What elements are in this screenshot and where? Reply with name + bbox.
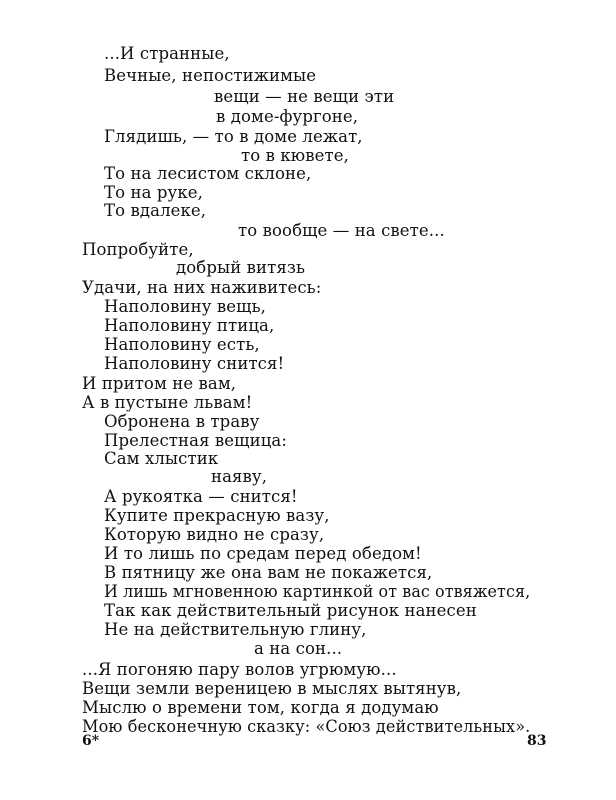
verse-line: Так как действительный рисунок нанесен <box>104 601 477 620</box>
verse-line: Наполовину вещь, <box>104 297 267 316</box>
verse-line: И притом не вам, <box>82 374 237 393</box>
verse-line: а на сон... <box>254 639 343 658</box>
verse-line: Прелестная вещица: <box>104 431 288 450</box>
verse-line: Удачи, на них наживитесь: <box>82 278 322 297</box>
verse-line: То на лесистом склоне, <box>104 164 312 183</box>
verse-line: То вдалеке, <box>104 201 207 220</box>
verse-line: Вещи земли вереницею в мыслях вытянув, <box>82 679 462 698</box>
verse-line: в доме-фургоне, <box>216 107 359 126</box>
verse-line: Попробуйте, <box>82 240 194 259</box>
verse-line: добрый витязь <box>176 258 306 277</box>
verse-line: вещи — не вещи эти <box>214 87 395 106</box>
verse-line: А рукоятка — снится! <box>104 487 298 506</box>
page-number: 83 <box>527 733 547 749</box>
verse-line: И лишь мгновенною картинкой от вас отвяжется, <box>104 582 531 601</box>
verse-line: Мою бесконечную сказку: «Союз действительных». <box>82 717 531 736</box>
verse-line: Вечные, непостижимые <box>104 66 317 85</box>
verse-line: В пятницу же она вам не покажется, <box>104 563 433 582</box>
verse-line: ...Я погоняю пару волов угрюмую... <box>82 660 397 679</box>
verse-line: А в пустыне львам! <box>82 393 253 412</box>
verse-line: Мыслю о времени том, когда я додумаю <box>82 698 439 717</box>
verse-line: наяву, <box>211 467 268 486</box>
verse-line: Не на действительную глину, <box>104 620 367 639</box>
verse-line: То на руке, <box>104 183 203 202</box>
verse-line: Наполовину есть, <box>104 335 260 354</box>
verse-line: Обронена в траву <box>104 412 260 431</box>
verse-line: Наполовину снится! <box>104 354 285 373</box>
verse-line: то вообще — на свете... <box>238 221 445 240</box>
verse-line: Глядишь, — то в доме лежат, <box>104 127 363 146</box>
verse-line: Наполовину птица, <box>104 316 275 335</box>
verse-line: Которую видно не сразу, <box>104 525 325 544</box>
signature-mark: 6* <box>82 733 100 749</box>
verse-line: то в кювете, <box>241 146 349 165</box>
verse-line: Сам хлыстик <box>104 449 219 468</box>
verse-line: ...И странные, <box>104 44 230 63</box>
verse-line: И то лишь по средам перед обедом! <box>104 544 422 563</box>
verse-line: Купите прекрасную вазу, <box>104 506 330 525</box>
